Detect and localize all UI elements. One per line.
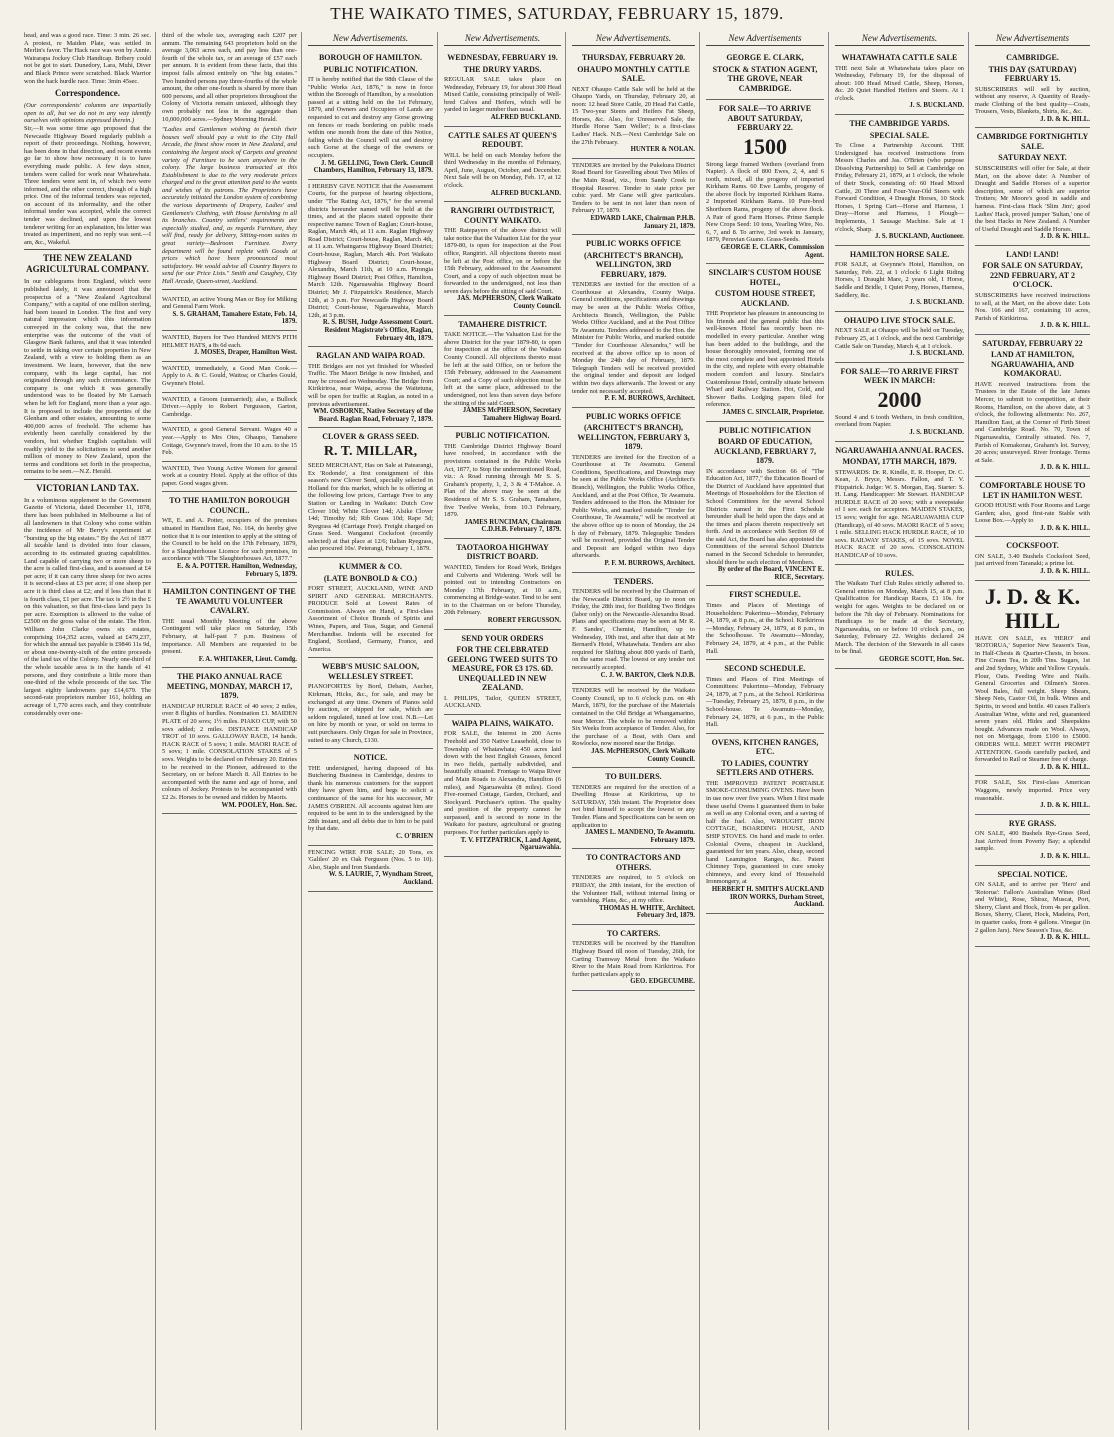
ad-body: TENDERS will be received by the Waikato County Council, up to 6 o'clock p.m. on 4th March, 1879, for the purchase of the Materials contained in the Old Bridge at Whangamarino, near Mercer. The whole to be removed within Six Weeks from acceptance of Tender. Also, for the purchase of a Boat, with Oars and Rowlocks, now moored near the Bridge. [572,687,695,748]
ad-subheading: FOR THE CELEBRATED GEELONG TWEED SUITS TO MEASURE, FOR £3 17S. 6D. UNEQUALLED IN NEW ZEALAND. [447,645,558,693]
advertisement [572,925,695,991]
ad-signature: GEORGE E. CLARK, Commission Agent. [720,244,824,259]
advertisement [444,202,561,316]
ad-body: REGULAR SALE takes place on Wednesday, February 19, for about 300 Head Mixed Cattle, consisting principally of Well-bred Calves and Heifers, which will be yarded in larger number than usual. [444,76,561,114]
ad-heading: SEND YOUR ORDERS [461,633,544,643]
ad-subheading: STOCK & STATION AGENT, THE GROVE, NEAR CAMBRIDGE. [712,64,818,93]
ad-body: WANTED, Tenders for Road Work, Bridges and Culverts and Widening. Work will be pointed out to intending Contractors on Monday 17th February, at 10 a.m., commencing at Bridge-water. Tend to be sent in to the Chairman on or before Thursday, 20th February. [444,563,561,617]
ad-list [704,49,829,914]
advertisement [706,422,824,587]
correspondence-letter: Sir,—It was some time ago proposed that the Newcastle Highway Board regularly publish a report of their proceedings. Nothing, however, has been done in that direction, and recent events go far to show how necessary it is to have everything made public. A few days since, tenders were called for work near Whatawhata. Three tenders were sent in, of which two were informed, and the other correct, though of a high price. One of the informal tenders was rejected, on account of its informality, and the other informal tender was accepted, while the correct tender was declined, and upon the lowest tenderer writing for an explanation, his letter was treated as impertinent, and no reply was sent.—I am, &c., Wakeful. [24,124,151,246]
race-report: head, and was a good race. Time: 3 min. 26 sec. A protest, re Maiden Plate, was settled in Merlin's favor. The Hack race was won by Annie. Wairarapa Jockey Club Handicap. Bribery could not be got to start. Dunedory, Lara, Muhi, Diver and Black Prince were scratched. Black Warrior won the hack hurdle race. Time: 3min 45sec. [24,32,151,85]
ad-heading: CLOVER & GRASS SEED. [322,432,419,442]
ad-body: STEWARDS: Dr. R. Kindle, E. R. Hooper, Dr. C. Kean, J. Bryce, Messrs. Fallon, and T. V. Fitzpatrick. Judge: W. S. Morgan, Esq. Starter: S. H. Lang. Handicapper: Mr Stewart. HANDICAP HURDLE RACE of 20 sovs; with a sweepstake of 1 sov. each for acceptors. MAIDEN STAKES, 15 sovs; weight for age. NGARUAWAHIA CUP (Handicap), of 40 sovs. MAORI RACE of 5 sovs; 1 mile. SELLING HACK HURDLE RACE, of 10 sovs. RAILWAY STAKES, of 15 sovs. NOVEL HACK RACE of 20 sovs. CONSOLATION HANDICAP of 10 sovs. [835,468,964,560]
ad-subheading: PUBLIC NOTIFICATION. [323,64,418,74]
ad-body: THE Proprietor has pleasure in announcing to his friends and the general public that this well-known Hotel has recently been re-modelled in every particular. Another wing has been added to the buildings, and the house thoroughly renovated, forming one of the most complete and best appointed Hotels in the city, and replete with every obtainable modern comfort and luxury. Sinclair's Customhouse Hotel, centrally situate between Wharf and Railway Station. Hot, Cold, and Shower Baths. Lodging papers filed for reference. [706,310,824,409]
ad-signature: P. F. M. BURROWS, Architect. [604,560,695,567]
column-4 [442,32,566,1430]
correspondence-note: (Our correspondents' columns are impartially open to all, but we do not in any way identify ourselves with opinions expressed therein.) [24,102,151,125]
ad-subheading: MONDAY, 17TH MARCH, 1879. [842,457,957,466]
ad-signature: T. V. FITZPATRICK, Land Agent, Ngaruawahia. [460,836,561,852]
ad-heading: TENDERS. [613,576,654,586]
column-heading: New Advertisements. [308,32,433,46]
divider [24,479,151,480]
ad-body: FORT STREET, AUCKLAND, WINE AND SPIRIT AND GENERAL MERCHANTS. PRODUCE Sold at Lowest Rates of Commission. Always on Hand, a First-class Assortment of Choice Brands of Spirits and Wines, Papers, and Teas, Sugar, and General Merchandise. Indents will be executed for England, Scotland, Germany, France, and America. [308,585,433,653]
ad-signature: ALFRED BUCKLAND. [490,189,561,197]
ad-signature: JAMES L. MANDENO, Te Awamutu. February 1879. [585,829,695,844]
column-heading: New Advertisements. [835,32,964,46]
divider [24,249,151,250]
ad-body: GOOD HOUSE with Four Rooms and Large Garden; also, good first-rate Stable with Loose Box.—Apply to [975,502,1090,525]
ad-body: The Waikato Turf Club Rules strictly adhered to. General entries on Monday, March 15, at 8 p.m. Qualification for Handicap Races, £1 10s. for weight for ages. Weights to be declared on or before the 7th day of February. Nominations for Handicaps to be made at the Secretary, Ngaruawahia, on or before 10 o'clock p.m., on Saturday, February 22. Weights declared 24 March. The decision of the Stewards in all cases to be final. [835,580,964,656]
ad-body: Strong large framed Wethers (overland from Napier). A flock of 800 Ewes, 2, 4, and 6 tooth, mixed, all the progeny of imported Kirkham Rams. 60 Ewe Lambs, progeny of the above flock by imported Kirkham Rams. 2 Imported Kirkham Rams. 10 Pure-bred Shorthorn Rams, progeny of the above flock. A Pair of good Farm Horses. Prime Sample New Crops Seed: 10 tons, Yearling Wire, No. 6, 7, and 8. To arrive, 3rd week in January, 1879, Peruvian Guano. Grass-Seeds. [706,160,824,244]
ad-heading: TO CONTRACTORS AND OTHERS. [586,853,681,872]
ad-signature: J. D. & K. HILL. [1040,322,1090,330]
ad-signature: J. S. BUCKLAND. [909,350,964,358]
ad-heading: WEBB'S MUSIC SALOON, WELLESLEY STREET. [321,662,420,681]
advertisement [572,49,695,159]
ad-body: HANDICAP HURDLE RACE of 40 sovs; 2 miles, over 8 flights of hurdles. Nomination £1. MAIDEN PLATE of 20 sovs; 1½ miles. PIAKO CUP, with 50 sovs added; 2 miles. DISTANCE HANDICAP TROT of 10 sovs. GALLOWAY RACE, 14 hands. HACK RACE of 5 sovs; 1 mile. MAORI RACE of 5 sovs; 1 mile. CONSOLATION STAKES of 5 sovs. Weights to be declared on February 20. Entries to be received in the Pioneer, addressed to the Secretary, on or before March 8. All Entries to be accompanied with the name and age of horse, and colours of Jockey. Protests to be accompanied with £2 2s. Horses to be owned and ridden by Maoris. [162,702,297,801]
ad-body: TENDERS are invited for the Erection of a Courthouse at Te Awamutu. General Conditions, Specifications, and Drawings may be seen at the Public Works Office (Architect's Branch), Wellington, the Public Works Office, Auckland, and at the Post Office, Te Awamutu. Tenders addressed to the Hon. the Minister for Public Works, and marked outside "Tender for Courthouse, Te Awamutu," will be received at the above office up to noon of Monday, the 24 h day of February, 1879. Telegraphic Tenders will be received, provided the Original Tender and Deposit are lodged within two days afterwards. [572,453,695,560]
ad-body: WANTED, Buyers for Two Hundred MEN'S PITH HELMET HATS, a 8s 6d each. [162,333,297,349]
ad-signature: ALFRED BUCKLAND. [490,113,561,121]
ad-heading: WAIPA PLAINS, WAIKATO. [451,718,554,728]
advertisement [162,583,297,668]
advertisement [444,49,561,127]
ad-heading: CATTLE SALES AT QUEEN'S REDOUBT. [448,130,557,150]
ad-body: WANTED, an active Young Man or Boy for Milking and General Farm Work. [162,295,297,311]
advertisement [308,180,433,347]
advertisement [308,558,433,658]
masthead: THE WAIKATO TIMES, SATURDAY, FEBRUARY 15, 1879. [330,4,784,23]
ad-subheading: CUSTOM HOUSE STREET, AUCKLAND. [715,289,815,308]
ad-subheading: THIS DAY (SATURDAY) FEBRUARY 15. [988,64,1077,83]
advertisement [162,462,297,493]
ad-signature: J. D. & K. HILL. [1040,763,1090,771]
ad-signature: J. D. & K. HILL. [1040,934,1090,942]
ad-body: THE Bridges are not yet finished for Wheeled Traffic. The Maori Bridge is now finished, and may be crossed on Wednesday. The Bridge from Kirikiriroa, near Waipa, across the Waitetuna, will be open for traffic at Raglan, as noted in a previous advertisement. [308,362,433,408]
ad-subheading: BOARD OF EDUCATION, AUCKLAND, FEBRUARY 7, 1879. [713,437,817,466]
ad-heading: NOTICE. [353,753,388,763]
ad-signature: ROBERT FERGUSSON. [487,617,561,625]
ad-signature: JAS. McPHERSON, Clerk Waikato County Council. [457,295,561,311]
ad-subheading: SPECIAL SALE. [869,130,930,140]
ad-heading: WEDNESDAY, FEBRUARY 19. [447,53,558,62]
column-heading: New Advertisements. [444,32,561,46]
ad-signature: J. D. & K. HILL. [1040,233,1090,241]
ad-heading: TO THE HAMILTON BOROUGH COUNCIL. [169,496,290,515]
ad-subheading: OHAUPO MONTHLY CATTLE SALE. [577,64,690,83]
ad-heading: TO CARTERS. [606,928,661,938]
ad-signature: J. D. & K. HILL. [1040,853,1090,860]
ad-signature: J. D. & K. HILL. [1040,115,1090,123]
ad-signature: J. S. BUCKLAND, Auctioneer. [874,233,964,241]
ad-signature: J. D. & K. HILL. [1040,802,1090,810]
ad-subheading: LAND AT HAMILTON, NGARUAWAHIA, AND KOMAKORAU. [990,350,1075,379]
advertisement [308,347,433,428]
ad-body: ON SALE, 400 Bushels Rye-Grass Seed, Just Arrived from Poverty Bay; a splendid sample. [975,830,1090,853]
ad-heading: LAND! LAND! [1006,249,1059,259]
ad-body: ON SALE, and to arrive per 'Hero' and 'Rotorua': Fallon's Australian Wines (Red and White), Rose, Shiraz, Muscat, Port, Sherry, Claret and Hock, from 4s per gallon. Boxes, Sherry, Claret, Hock, Madeira, Port, in quarter casks, from 4 gallons. Vinegar (in 2 gallon Jars). New Season's Teas, &c. [975,881,1090,934]
ad-heading: TO BUILDERS. [605,772,662,782]
ad-body: PIANOFORTES by Bord, Debain, Aucher, Kirkman, Hicks, &c., for sale, and may be exchanged at any time. Owners of Pianos sold by auction, or shipped for sale, which are seldom regulated, tuned at low cost. N.B.—Let on hire by month or year, or sold on terms to suit purchasers. Only Organ for sale in Province, suited to any Church, £130. [308,683,433,744]
ad-heading: HAMILTON CONTINGENT OF THE TE AWAMUTU VOLUNTEER CAVALRY. [163,587,296,616]
divider [162,289,297,290]
ad-heading: WHATAWHATA CATTLE SALE [841,53,958,62]
ad-heading: CAMBRIDGE FORTNIGHTLY SALE. [976,132,1089,151]
ad-heading: TAOTAOROA HIGHWAY DISTRICT BOARD. [456,542,549,562]
ad-subheading: FOR SALE ON SATURDAY, 22ND FEBRUARY, AT 2 O'CLOCK. [982,261,1083,290]
advertisement [706,586,824,660]
ad-signature: GEO. EDGECUMBE. [630,978,695,986]
ad-signature: EDWARD LAKE, Chairman P.H.B. January 21, 1879. [590,215,695,230]
ad-body: WANTED, Two Young Active Women for general work at a country Hotel. Apply at the office of this paper. Good wages given. [162,464,297,487]
ad-signature: WM. OSBORNE, Native Secretary of the Board. Raglan Road, February 7, 1879. [313,408,433,423]
ad-signature: C. J. W. BARTON, Clerk N.D.B. [600,671,695,679]
ad-body: Times and Places of First Meetings of Committees: Pukerimu—Monday, February 24, 1879, at 7 p.m., at the School. Kirikiriroa—Tuesday, February 25, 1879, 8 p.m., in the School-house. Te Awamutu—Monday, February 24, 1879, at 6 p.m., in the Public Hall. [706,675,824,729]
ad-body: I. PHILIPS, Tailor, QUEEN STREET, AUCKLAND. [444,694,561,710]
ad-list [160,293,302,815]
ad-body: SUBSCRIBERS have received instructions to sell, at the Mart, on the above date: Lots Nos. 166 and 167, containing 10 acres, Parish of Kirikiriroa. [975,291,1090,322]
advertisement [835,246,964,312]
ad-list [833,49,969,669]
ad-heading: PUBLIC NOTIFICATION [718,425,812,435]
ad-signature: F. A. WHITAKER, Lieut. Comdg. [198,655,297,663]
advertisement [835,442,964,565]
ad-subheading: (ARCHITECT'S BRANCH), WELLINGTON, FEBRUARY 3, 1879. [577,423,690,452]
ad-signature: W. S. LAURIE, 7, Wyndham Street, Auckland. [328,871,433,886]
column-heading: New Advertisements [706,32,824,46]
advertisement [975,537,1090,580]
advertisement [572,573,695,685]
ad-signature: S. S. GRAHAM, Tamahere Estate, Feb. 14, 1879. [172,310,297,326]
ad-body: HAVE ON SALE, ex 'HERO' and 'ROTORUA,' Superior New Season's Teas, in Half-Chests & Quarter-Chests, in boxes. Fine Cream Tea, in 20lb Tins. Sugars, 1st and 2nd Sydney, White and Yellow Crystals. Flour, Oats. Feeding Wire and Nails. General Groceries and Oilmen's Stores. Wool Bales, full weight. Sheep Shears, Sheep Nets, Castor Oil, in bulk. Wines and Spirits, in wood and bottle. 40 cases Fallon's Australian Wine, white and red, guaranteed seven years old. Hides and Sheepskins bought. Advances made on Wool. Always, not on Mortgage, from £100 to £5000. ORDERS WILL MEET WITH PROMPT ATTENTION. Goods carefully packed, and forwarded to Rail or Steamer free of charge. [975,634,1090,764]
ad-heading: THE CAMBRIDGE YARDS. [849,119,950,129]
ad-body: Times and Places of Meetings of Householders: Pukerimu—Monday, February 24, 1879, at 8 p.m., at the School. Kirikiriroa—Monday, February 24, 1879, at 8 p.m., in the Schoolhouse. Te Awamutu—Monday, February 24, 1879, at 4 p.m., at the Public Hall. [706,601,824,655]
advertisement [444,715,561,857]
advertisement [975,335,1090,477]
column-1 [22,32,156,1430]
ad-heading: RAGLAN AND WAIPA ROAD. [316,351,425,361]
advertisement [572,768,695,849]
ad-signature: JAS. McPHERSON, Clerk Waikato County Council. [591,747,695,763]
ad-signature: J. D. & K. HILL. [1040,464,1090,472]
column-7 [833,32,969,1430]
ad-signature: J. D. & K. HILL. [1040,524,1090,532]
advertisement [975,477,1090,537]
ad-heading: J. D. & K. HILL [984,583,1081,633]
advertisement [444,539,561,630]
ad-signature: HERBERT H. SMITH'S AUCKLAND IRON WORKS, Durham Street, Auckland. [711,886,824,909]
ad-heading: BOROUGH OF HAMILTON. [318,53,423,62]
ad-body: THE undersigned, having disposed of his Butchering Business in Cambridge, desires to thank his numerous customers for the support they have given him, and begs to solicit a continuance of the same for his successor, Mr JAMES O'BRIEN. All accounts against him are required to be sent in to the undersigned by the 28th instant, and all debts due to him to be paid by that date. [308,764,433,833]
ad-heading: NGARUAWAHIA ANNUAL RACES. [835,445,964,455]
ad-subheading: SATURDAY NEXT. [998,153,1067,163]
ad-signature: THOMAS H. WHITE, Architect. February 3rd, 1879. [598,904,695,920]
advertisement [308,428,433,558]
ad-heading: THURSDAY, FEBRUARY 20. [581,53,686,62]
ad-body: TENDERS are required, to 5 o'clock on FRIDAY, the 28th instant, for the erection of the Volunteer Hall, without internal lining or varnishing. Plans, &c., at my office. [572,874,695,905]
advertisement [162,492,297,583]
ad-heading: FIRST SCHEDULE. [729,590,801,600]
column-heading: New Advertisements [975,32,1090,46]
article-body: In a voluminous supplement to the Government Gazette of Victoria, dated December 11, 1878, there has been published in Melbourne a list of all landowners in that Colony who come within the incidence of Mr Berry's experiment at "bursting up the big estates." By the Act of 1877 all taxable land is divided into four classes, according to its estimated grazing capabilities. Land capable of carrying two or more sheep to the acre is called first-class, and is assessed at £4 per acre; if it can carry three sheep for two acres it is second-class at £3 per acre; if one sheep per acre it is third class at £2; and if less than that it is fourth class, £1 per acre. The tax is 2½ in the £ on this valuation, so that first-class land pays 1s per acre. Exemption is allowed to the value of £2500 on the gross value of the estate. The Hon. William John Clarke owns six estates, comprising 164,352 acres, valued at £479,237, for which the annual tax payable is £9846 11s 9d, or about one-twenty-sixth of the entire proceeds of the land tax of the Colony. Nearly one-third of the whole taxable area is in the hands of 41 persons, and they contribute a little more than one-third of the whole proceeds of the tax. The largest eighty landowners pay £14,679. The second-rate proprietors number 161, holding an acreage of 1,770 acres each, and they contribute considerably over one- [24,496,151,717]
ad-heading: PUBLIC WORKS OFFICE [586,411,681,421]
ad-signature: J. MOSES, Draper, Hamilton West. [193,349,297,357]
advertisement [975,49,1090,128]
ad-heading: FOR SALE—TO ARRIVE ABOUT SATURDAY, FEBRUARY 22. [718,104,812,132]
advertisement [706,734,824,914]
ad-subheading: 1500 [743,133,787,159]
advertisement [162,331,297,362]
ad-body: HAVE received instructions from the Trustees in the Estate of the late James Mercer, to submit to competition, at their Rooms, Hamilton, on the above date, at 3 o'clock, the following allotments: No. 267, Hamilton East, at the Corner of Firth Street and Cambridge Road. No. 70, Town of Ngaruawahia, Centrally situated. No. 7, Parish of Komakorau, Graham's lot. Survey, 20 acres; unsurveyed. River frontage. Terms at Sale. [975,380,1090,464]
ad-body: THE IMPROVED PATENT PORTABLE SMOKE-CONSUMING OVENS. Have been in use now over five years. When I first made these useful Ovens I guaranteed them to bake as well as any Colonial oven, and a saving of half the fuel. Also, WROUGHT IRON COTTAGE, BOARDING HOUSE, AND SHIP STOVES. On hand and made to order. Colonial Ovens, cheapest in Auckland, guaranteed for ten years. Also, cheap, second hand Leamington Ranges, &c. Patent Chimney Tops, guaranteed to cure smoky chimneys, and every kind of Household Ironmongery, at [706,779,824,886]
column-8 [973,32,1095,1430]
ad-subheading: R. T. MILLAR, [323,443,418,459]
ad-body: I HEREBY GIVE NOTICE that the Assessment Courts, for the purpose of hearing objections, under "The Rating Act, 1876," for the several districts hereunder named will be held at the times, and at the places stated opposite their respective names: Town of Raglan; Court-house, Raglan, March 4th, at 11 a.m. Raglan Highway Road District; Court-house, Raglan, March 4th, at 11 a.m. Whaingaroa Highway Board District; Court-house, Raglan, March 4th. Port Waikato Highway Board District; Court-house, Alexandra, March 11th, at 10 a.m. Pirongia Highway Board District; Post Office, Hamilton, March 12th. Ngaruawahia Highway Board District; Mr J. Fitzpatrick's Residence, March 12th, at 3 p.m. For Newcastle Highway Board District; Court-house, Ngaruawahia, March 12th, at 3 p.m. [308,182,433,319]
advertisement [444,316,561,428]
ad-heading: CAMBRIDGE. [1006,53,1059,62]
column-5 [570,32,700,1430]
ad-signature: J. D. & K. HILL. [1040,568,1090,576]
advertisement [308,658,433,749]
ad-body: TAKE NOTICE.—The Valuation List for the above District for the year 1879-80, is open for inspection at the office of the Waikato County Council. All objections thereto must be left at the said Office, on or before the 15th February, addressed to the Assessment Court; and a Copy of such objection must be left at the same place, addressed to the undersigned, not less than seven days before the sitting of the said Court. [444,331,561,407]
ad-heading: OVENS, KITCHEN RANGES, ETC. [711,737,819,757]
ad-signature: JAMES C. SINCLAIR, Proprietor. [722,408,824,416]
ad-heading: COCKSFOOT. [1006,541,1059,551]
ad-body: TENDERS are required for the erection of a Dwelling House at Kirikiriroa, up to SATURDAY, 15th instant. The Proprietor does not bind himself to accept the lowest or any Tender. Plans and Specifications can be seen on application to [572,783,695,829]
ad-heading: HAMILTON HORSE SALE. [849,249,950,259]
ad-body: FENCING WIRE FOR SALE; 20 Tons, ex 'Galileo' 20 ex Oak Ferguson (Nos. 5 to 10). Also, Staple and Iron Standards. [308,848,433,871]
advertisement [572,408,695,573]
advertisement [162,362,297,393]
ad-body: THE Ratepayers of the above district will take notice that the Valuation List for the year 1879-80, is open for inspection at the Post office, Rangiriri. All objections thereto must be left at the Post office, on or before the 15th February, addressed to the Assessment Court, and a copy of such objection must be forwarded to the undersigned, not less than seven days before the sitting of said Court. [444,227,562,295]
ad-body: FOR SALE, the Interest in 200 Acres Freehold and 350 Native Leasehold, close to Township of Whatawhata; 450 acres laid down with the best English Grasses, fenced in two fields, partially subdivided, and beautifully situated. Frontage to Waipa River and Main Roads to Alexandra, Hamilton (6 miles), and Ngaruawahia (8 miles). Good Five-roomed Cottage, Garden, Orchard, and Stockyard. Purchaser's option. The quality and position of the property cannot be surpassed, and is second to none in the Waikato for pasture, agricultural or grazing purposes. For further particulars apply to [444,730,561,837]
ad-body: THE usual Monthly Meeting of the above Contingent will take place on Saturday, 15th February, at half-past 7 p.m. Business of importance. All Members are requested to be present. [162,617,297,656]
advertisement [444,127,561,203]
ad-body: FOR SALE, at Gwynne's Hotel, Hamilton, on Saturday, Feb. 22, at 1 o'clock: 6 Light Riding Horses, 1 Draught Mare, 2 years old, 1 Horse, Saddle and Bridle, 1 Quiet Pony, Horses, Harness, Saddlery, &c. [835,261,964,299]
ad-subheading: (ARCHITECT'S BRANCH), WELLINGTON, 3RD FEBRUARY, 1879. [583,250,684,279]
ad-signature: R. S. BUSH, Judge Assessment Court. Resident Magistrate's Office, Raglan, February 4th, 1879. [322,319,433,342]
column-3 [306,32,438,1430]
advertisement [444,630,561,715]
advertisement [975,128,1090,245]
ad-body: TENDERS will be received by the Chairman of the Newcastle District Board, up to noon on Friday, the 28th inst, for Building Two Bridges (labor only) on the Newcastle-Alexandra Road. Plans and specifications may be seen at Mr R. F. Sandes', Chemist, Hamilton, up to Wednesday, 19th inst, and after that date at Mr Bernard's Hotel, Whatawhata. Tenders are also required for Shifting about 800 yards of Earth, on the same road. The lowest or any tender not necessarily accepted. [572,588,695,672]
advertisement [835,49,964,115]
column-6 [704,32,829,1430]
ad-body: To Close a Partnership Account. THE Undersigned has received instructions from Messrs Charles and Jas. O'Brien (who purpose Dissolving Partnership) to Sell at Cambridge on Friday, February 21, 1879, at 1 o'clock, the whole of their Stock, consisting of: 60 Head Mixed Cattle, 20 Three and Four-Year-Old Steers with Forward Condition, 4 Draught Horses, 10 Stock Horses, 1 Spring Cart—Horse and Harness, 1 Dray—Horse and Harness, 1 Plough—Implements, 1 Sausage Machine. Sale at 1 o'clock, Sharp. [835,142,964,233]
ad-list [973,49,1095,947]
ad-heading: PUBLIC NOTIFICATION. [455,431,550,441]
ad-signature: J. S. BUCKLAND. [909,299,964,307]
ad-body: THE next Sale at Whatawhata takes place on Wednesday, February 19, for the disposal of about: 100 Head Mixed Cattle, Sheep, Horses, &c. 20 Quiet Handfed Heifers and Steers. At 1 o'clock. [835,64,964,102]
advertisement [975,776,1090,814]
ad-heading: SINCLAIR'S CUSTOM HOUSE HOTEL, [708,268,822,287]
advertisement [975,246,1090,335]
ad-heading: RYE GRASS. [1008,818,1057,828]
ad-body: WE, E. and A. Potter, occupiers of the premises situated in Hamilton East, No. 164, do hereby give notice that it is our intention to apply at the sitting of the Council to be held on the 17th February, 1879, for a Slaughterhouse Licence for such premises, in accordance with "The Slaughterhouses Act, 1877." [162,517,297,563]
ad-body: WILL be held on each Monday before the third Wednesday in the months of February, April, June, August, October, and December. Next Sale will be on Monday, Feb. 17, at 12 o'clock. [444,151,561,189]
ad-signature: J. M. GELLING, Town Clerk. Council Chambers, Hamilton, February 13, 1879. [313,159,433,175]
ad-heading: COMFORTABLE HOUSE TO LET IN HAMILTON WEST. [979,481,1086,500]
ad-heading: KUMMER & CO. [339,562,402,572]
ad-body: FOR SALE, Six First-class American Waggons, newly imported. Price very reasonable. [975,779,1090,802]
ad-signature: E. & A. POTTER. Hamilton, Wednesday, February 5, 1879. [177,563,297,578]
column-heading: New Advertisements. [572,32,695,46]
advertisement [162,293,297,331]
advertisement [162,668,297,814]
article-continuation: third of the whole tax, averaging each £207 per annum. The remaining 643 proprietors hold on the average 3,063 acres each, and pay less than one-fourth of the whole tax, or an average of £57 each per annum. It is evident from these facts, that this impost falls almost entirely on "the big estates." Two hundred persons pay three-fourths of the whole amount, the other one-fourth is shared by more than 600 persons, and all other proprietors throughout the Colony of Victoria remain untaxed, although they own probably not less in the aggregate than 10,000,000 acres.—Sydney Morning Herald. [162,32,297,123]
advertisement [975,815,1090,866]
ad-subheading: THE DRURY YARDS. [463,64,542,74]
advertisement [706,264,824,421]
ad-heading: THE PIAKO ANNUAL RACE MEETING, MONDAY, MARCH 17, 1879. [166,672,293,701]
ad-heading: RANGIRIRI OUTDISTRICT, COUNTY WAIKATO. [450,206,555,225]
ad-signature: J. S. BUCKLAND. [909,102,964,110]
advertisement [162,423,297,461]
ad-heading: RULES. [885,568,914,578]
ad-heading: FOR SALE—TO ARRIVE FIRST WEEK IN MARCH: [840,366,959,386]
advertisement [308,749,433,845]
ad-list [306,49,438,892]
article-body: In our cablegrams from England, which were published lately, it was announced that the prospectus of a "New Zealand Agricultural Company," with a capital of one million sterling, had been issued in London. The first and very natural impression which this information conveyed in the colony was, that the new enterprise was the outcome of the visit of Glasgow Bank failures, and that it was intended to settle in taking over certain properties in New Zealand, with a view to holding them as an investment. We learn, however, that the new company, with its large capital, has not originated through any such circumstance. The company is one which it was generally understood was to be floated by Mr Larnach when he left for England, more than a year ago. It is proposed to include the properties of the Glenham and other estates, amounting to some 400,000 acres of freehold. The scheme has evidently been carefully considered by the vendors, but whether English capitalists will readily yield to the solicitations to send another million of money to New Zealand, upon the terms and conditions set forth in the prospectus, remains to be seen.—N.Z. Herald. [24,278,151,476]
ad-body: NEXT SALE at Ohaupo will be held on Tuesday, February 25, at 1 o'clock, and the next Cambridge Cattle Sale on Tuesday, March 4, at 1 o'clock. [835,327,964,350]
ad-list [442,49,566,857]
correspondence-heading: Correspondence. [54,88,121,99]
ad-subheading: TO LADIES, COUNTRY SETTLERS AND OTHERS. [716,758,814,778]
ad-signature: GEORGE SCOTT, Hon. Sec. [879,656,964,664]
ad-body: TENDERS are invited by the Pukekura District Road Board for Gravelling about Two Miles of the Main Road, viz., from Sandy Creek to Hospital Reserve. Tender to state price per cubic yard. Mr Gane will give particulars. Tenders to be sent in not later than noon of February 17, 1879. [572,161,695,215]
ad-list [570,49,700,991]
ad-signature: JAMES McPHERSON, Secretary Tamahere Highway Board. [462,407,561,422]
advertorial: "Ladies and Gentlemen wishing to furnish their houses well should pay a visit to the City Hall Arcade, the finest show room in New Zealand, and containing the largest stock of Carpets and greatest variety of Furniture to be seen anywhere in the colony. The large business transacted at this Establishment is due to the very moderate prices charged and to the great attention paid to the wants and wishes of its patrons. The Proprietors have accurately initiated the London system of combining the various departments of Drapery, Ladies' and Gentlemen's Clothing, with House furnishing in all its branches. Country settlers' requirements are especially studied, and, as regards Furniture, they will find, ready for delivery, Sitting-room suites in great variety—Bedroom Furniture. Every department will be found replete with Goods at prices which have been pronounced most satisfactory. We would advise all Country Buyers to send for our Price Lists." Smith and Caughey, City Hall Arcade, Queen-street, Auckland. [162,126,297,285]
ad-subheading: (LATE BONBOLD & CO.) [323,573,418,583]
advertisement [572,159,695,235]
ad-body: WANTED, immediately, a Good Man Cook.—Apply to A. & C. Gould, Waitoa; or Charles Gould, Gwynne's Hotel. [162,364,297,387]
advertisement [444,427,561,539]
ad-body: Sound 4 and 6 tooth Wethers, in fresh condition, overland from Napier. [835,413,964,429]
ad-body: IT is hereby notified that the 98th Clause of the "Public Works Act, 1876," is now in force within the Borough of Hamilton, by a resolution passed at a sitting held on the 1st February, 1879, and Owners and Occupiers of Lands are requested to cut and destroy any Gorse growing on fences or roads bordering on public roads within one month from the date of this Notice, failing which the Council will cut and destroy such Gorse at the charge of the owners or occupiers. [308,76,433,159]
ad-body: ON SALE, 3.40 Bushels Cocksfoot Seed, just arrived from Taranaki; a prime lot. [975,552,1090,568]
advertisement [835,363,964,442]
ad-body: WANTED, a good General Servant. Wages 40 a year.—Apply to Mrs Otes, Ohaupo, Tamahere Cottage, Gwynne's travel, from the 10 a.m. to the 15 Feb. [162,426,297,457]
ad-signature: WM. POOLEY, Hon. Sec. [221,801,297,809]
advertisement [706,660,824,734]
advertisement [162,393,297,424]
ad-body: IN accordance with Section 66 of "The Education Act, 1877," the Education Board of the District of Auckland have appointed that Meetings of Householders for the Election of School Committees for the several School Districts named in the First Schedule hereunder shall be held upon the days and at the times and places therein respectively set forth. And in accordance with Section 69 of the said Act, the Board has also appointed the Committees of the several School Districts named in the Second Schedule to hereunder, should there be such election of Members. [706,467,824,566]
ad-signature: P. F. M. BURROWS, Architect. [604,395,695,403]
ad-signature: JAMES RUNCIMAN, Chairman C.D.H.B. February 7, 1879. [464,518,561,534]
ad-body: WANTED, a Groom (unmarried); also, a Bullock Driver.—Apply to Robert Fergusson, Garton, Cambridge. [162,395,297,418]
ad-heading: OHAUPO LIVE STOCK SALE. [843,315,956,325]
advertisement [706,49,824,100]
advertisement [975,581,1090,777]
ad-body: SUBSCRIBERS will sell by auction, without any reserve, A Quantity of Ready-made Clothing of the best quality—Coats, Trousers, Vests, Blankets, Shirts, &c., &c. [975,85,1090,116]
ad-heading: SATURDAY, FEBRUARY 22 [982,338,1083,348]
advertisement [308,846,433,892]
ad-signature: By order of the Board, VINCENT E. RICE, Secretary. [717,566,824,581]
column-2 [160,32,302,1430]
article-heading: VICTORIAN LAND TAX. [36,482,139,493]
ad-signature: J. S. BUCKLAND. [909,428,964,436]
advertisement [572,235,695,408]
ad-body: SEED MERCHANT, Has on Sale at Patearangi, Ex 'Rodondo', a first consignment of this season's new Clover Seed, specially selected in Holland for this market, which he is offering at the following low prices, Carriage Free to any Station or Landing in Waikato: Dutch Cow Clover 10d; White Clover 14d; Alsike Clover 14d; Timothy 6d; Rib Grass 10d; Rape 5d; Ryegrass 4d (Carriage Free). Freight charged on Grass Seed. Wanganui Cocksfoot (recently selected) at that place at 12/6; Italian Ryegrass, also procured 10s/. Peterangi, February 1, 1879. [308,461,433,553]
ad-subheading: 2000 [877,386,922,412]
advertisement [835,312,964,363]
advertisement [308,49,433,180]
ad-heading: TAMAHERE DISTRICT. [458,319,547,329]
ad-heading: PUBLIC WORKS OFFICE [586,239,681,249]
advertisement [706,100,824,264]
advertisement [835,565,964,669]
advertisement [835,115,964,246]
ad-signature: C. O'BRIEN [395,833,433,840]
ad-body: TENDERS will be received by the Hamilton Highway Board till noon of Tuesday, 26th, for Carting Tramway Metal from the Waikato River to the Main Road from Kirikiriroa. For further particulars apply to [572,940,695,978]
advertisement [975,866,1090,947]
ad-body: TENDERS are invited for the erection of a Courthouse at Alexandra, County Waipa. General conditions, specifications and drawings may be seen at the Public Works Office, Architects Branch, Wellington, the Public Works Office Auckland, and at the Post Office Te Awamutu. Tenders addressed to the Hon. the Minister for Public Works, and marked outside "Tender for Courthouse Alexandra," will be received at the above office up to noon of Monday the 24th day of February, 1879. Telegraph Tenders will be received provided the original tender and deposit are lodged within two days afterwards. The lowest or any tender not necessarily accepted. [572,281,695,395]
advertisement [572,684,695,768]
article-heading: THE NEW ZEALAND AGRICULTURAL COMPANY. [26,253,149,275]
ad-heading: SPECIAL NOTICE. [997,869,1068,879]
ad-body: NEXT Ohaupo Cattle Sale will be held at the Ohaupo Yards, on Thursday, February 20, at noon: 12 head Store Cattle, 20 Head Fat Cattle, 15 Two-year Steers and Heifers Fat Sheep, Horses, &c. Also, for Unreserved Sale, the Hurdle Horse 'Sam Weller'; is a first-class Ladies' Hack. N.B.—Next Cambridge Sale on the 27th February. [572,85,695,146]
ad-body: THE Cambridge District Highway Board have resolved, in accordance with the provisions contained in the Public Works Act, 1877, to Stop the undermentioned Road, viz.: A Road running through Mr S. S. Graham's property, 1, 2, 3 & 4 T-Mahoe. A Plan of the above may be seen at the Residence of Mr S. S. Graham, Tamahere, five Twelve Weeks, from 10.3 February, 1879. [444,442,561,519]
ad-signature: HUNTER & NOLAN. [630,146,695,154]
ad-heading: GEORGE E. CLARK, [726,53,804,62]
ad-body: SUBSCRIBERS will offer for Sale, at their Mart, on the above date: A Number of Draught and Saddle Horses of a superior description, some of which are superior Trotters; Mr Moore's good in saddle and harness. First-class Hack 'Slim Jim'; good Ladies' Hack, proved jumper 'Sultan,' one of the best Hacks in New Zealand. A Number of Useful Draught and Saddle Horses. [975,164,1090,233]
advertisement [572,849,695,925]
ad-heading: SECOND SCHEDULE. [724,664,806,674]
